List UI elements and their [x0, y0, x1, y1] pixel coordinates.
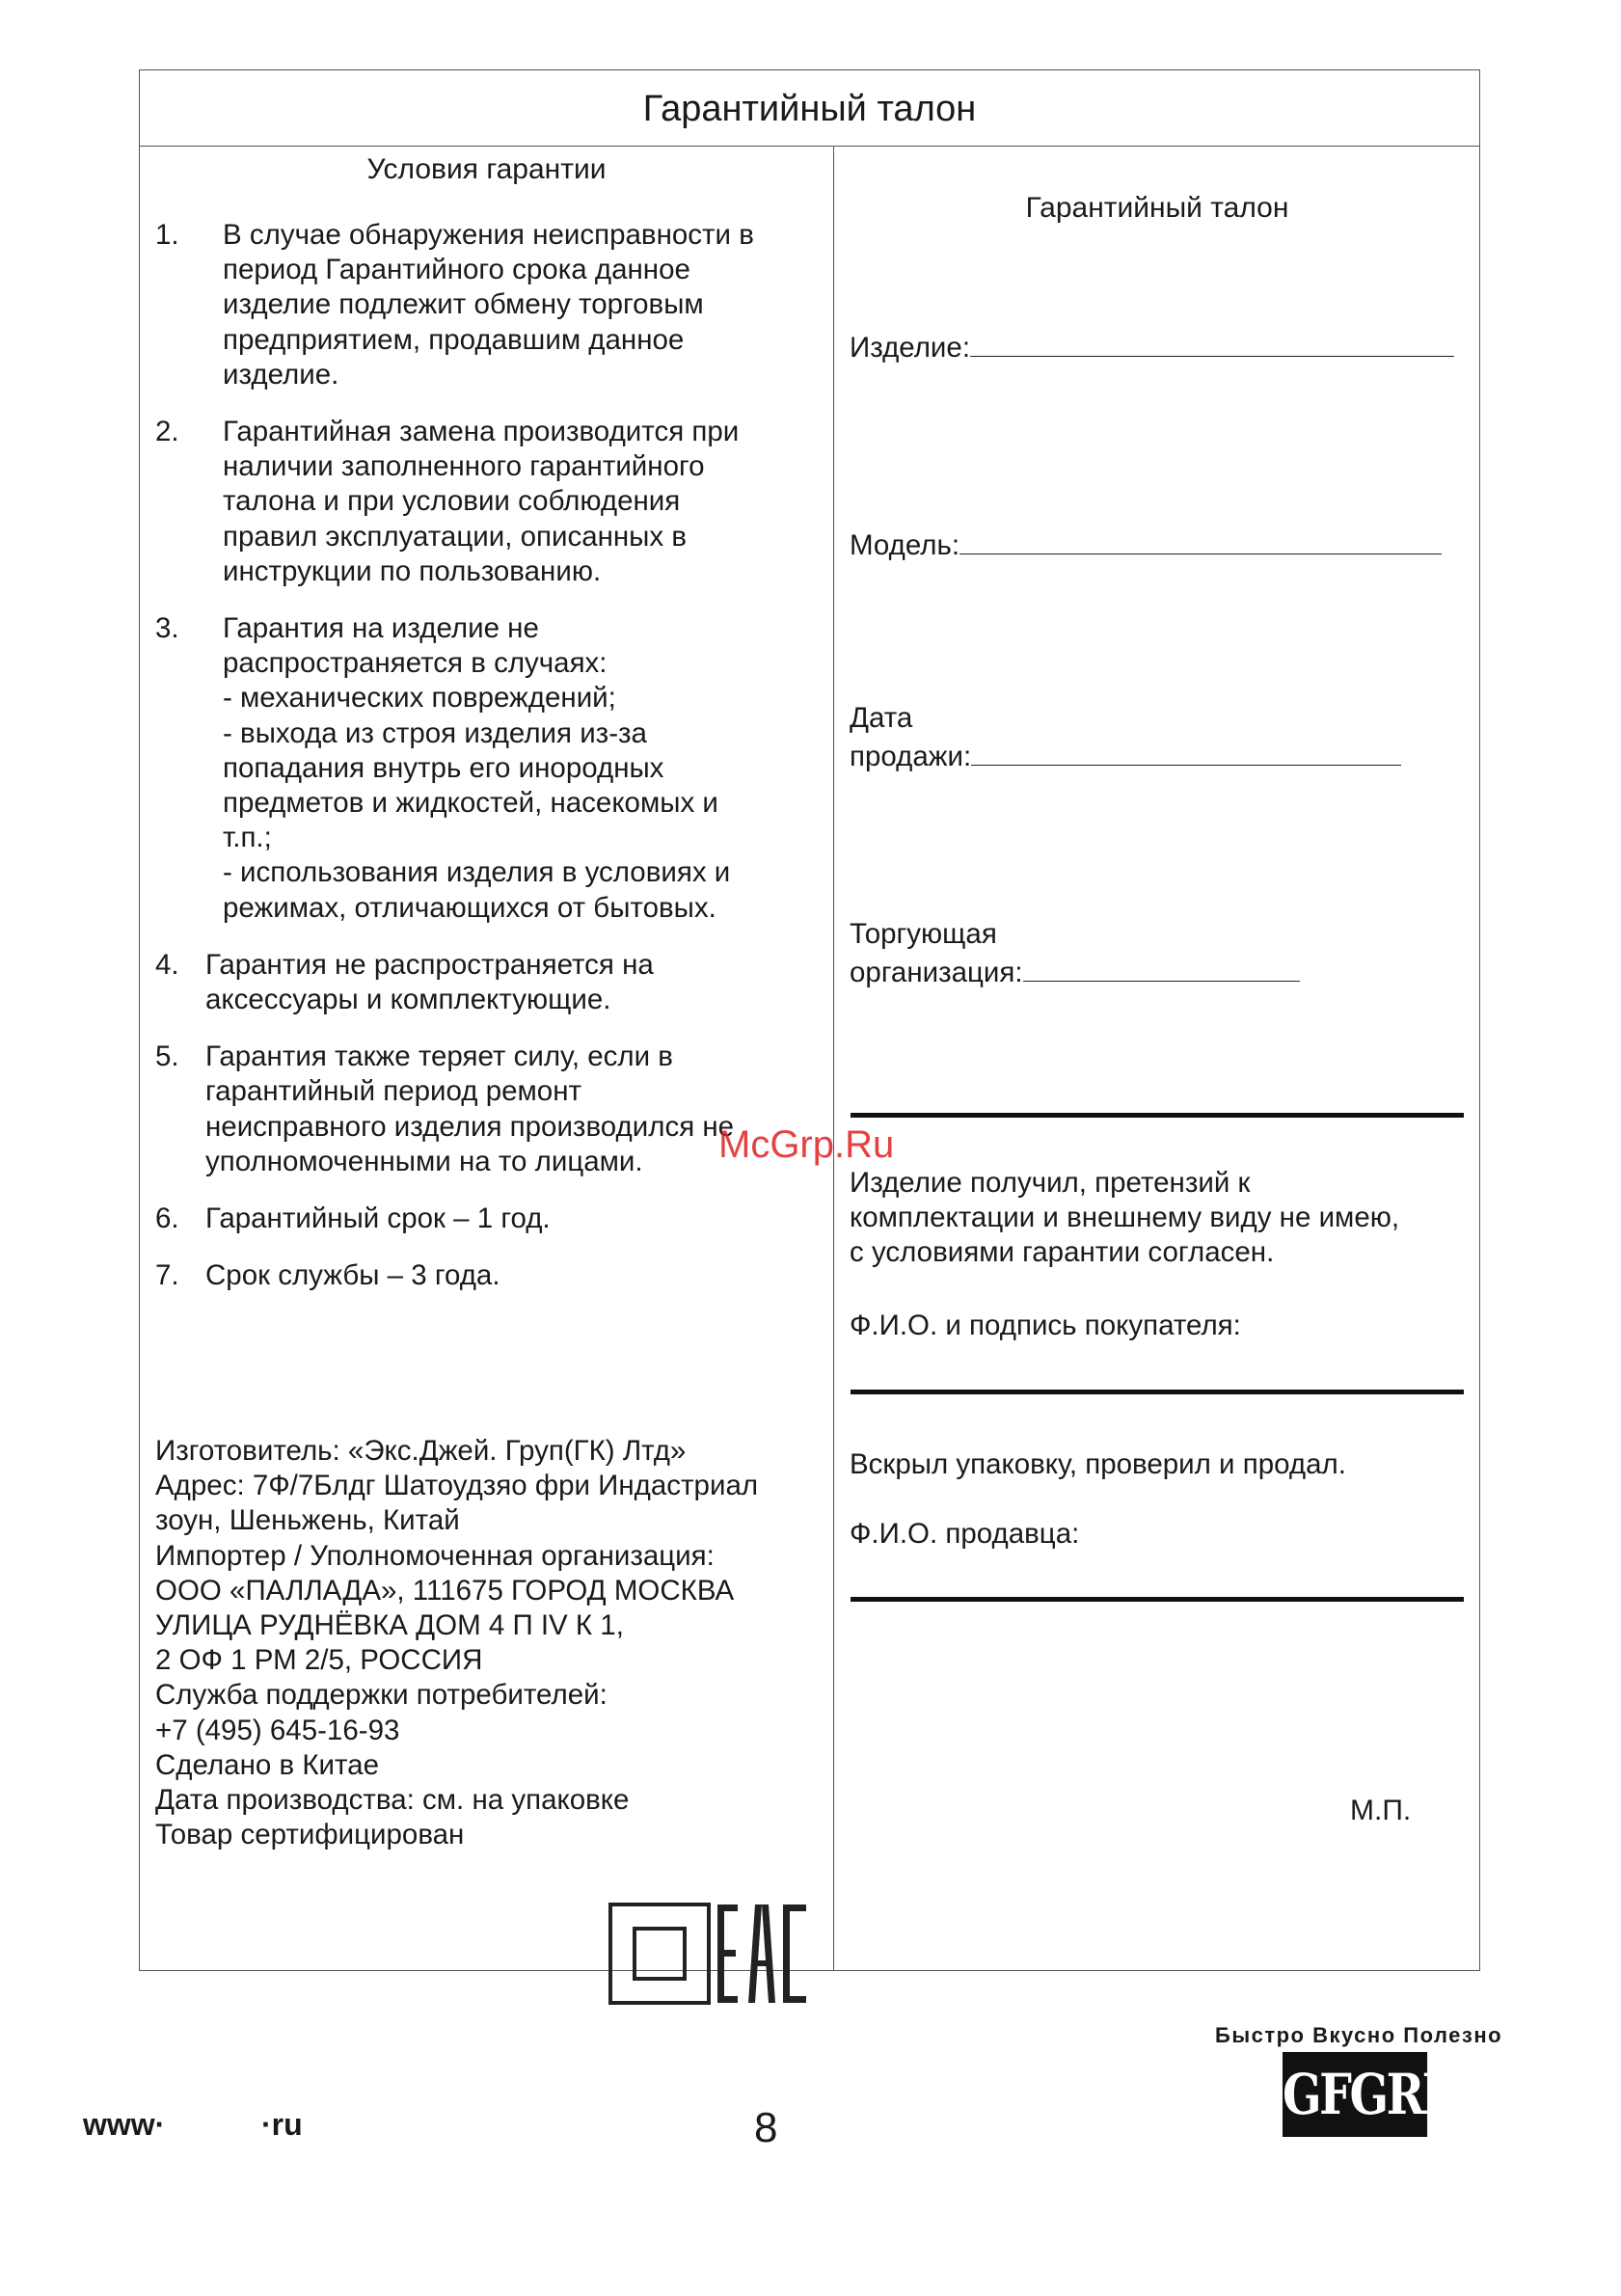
signature-line	[851, 1113, 1464, 1118]
seller-org-label-2: организация:	[850, 957, 1023, 989]
page-number: 8	[754, 2104, 778, 2151]
condition-text: Гарантия не распространяется на аксессуары и комплектующие.	[205, 948, 654, 1016]
sale-date-label-1: Дата	[850, 702, 913, 734]
condition-item	[155, 1258, 821, 1293]
coupon-column	[835, 146, 1479, 1970]
condition-text: Гарантия также теряет силу, если в гарантийный период ремонт неисправного изделия производился не уполномоченными на то лицами.	[205, 1040, 735, 1177]
model-fill-line[interactable]	[959, 525, 1442, 554]
model-field[interactable]	[850, 525, 1442, 563]
condition-item	[155, 948, 821, 1017]
warranty-frame	[139, 69, 1480, 1971]
seller-org-label-1: Торгующая	[850, 918, 997, 950]
condition-number: 7.	[155, 1259, 179, 1292]
seller-org-fill-line[interactable]	[1023, 952, 1300, 982]
column-divider	[833, 146, 834, 1970]
received-statement: Изделие получил, претензий к комплектации и внешнему виду не имею, с условиями гарантии согласен.	[850, 1167, 1400, 1269]
buyer-signature-line[interactable]	[851, 1390, 1464, 1394]
condition-text: Гарантийный срок – 1 год.	[205, 1202, 551, 1235]
seller-statement: Вскрыл упаковку, проверил и продал.	[850, 1448, 1346, 1480]
conditions-title: Условия гарантии	[366, 153, 607, 185]
condition-number: 4.	[155, 948, 179, 981]
condition-text: В случае обнаружения неисправности в период Гарантийного срока данное изделие подлежит обмену торговым предприятием, продавшим данное изделие.	[223, 219, 754, 391]
condition-number: 5.	[155, 1040, 179, 1073]
eac-mark	[608, 1903, 811, 2010]
condition-text: Гарантия на изделие не распространяется в случаях: - механических повреждений; - выхода из строя изделия из-за попадания внутрь его инородных предметов и жидкостей, насекомых и т.п.; - использования изделия в условиях и режимах, отличающихся от бытовых.	[223, 612, 731, 924]
conditions-column	[140, 146, 833, 1970]
coupon-title: Гарантийный талон	[1025, 192, 1289, 224]
condition-item	[155, 1202, 821, 1236]
eac-mark-icon	[608, 1903, 811, 2005]
product-fill-line[interactable]	[970, 327, 1454, 357]
condition-number: 6.	[155, 1202, 179, 1235]
page-title: Гарантийный талон	[140, 70, 1479, 147]
condition-text: Срок службы – 3 года.	[205, 1259, 500, 1292]
condition-item	[155, 415, 821, 589]
brand-tagline: Быстро Вкусно Полезно	[1215, 2023, 1503, 2047]
seller-org-field[interactable]	[850, 917, 1300, 990]
condition-text: Гарантийная замена производится при наличии заполненного гарантийного талона и при условии соблюдения правил эксплуатации, описанных в инструкции по пользованию.	[223, 416, 740, 587]
footer-ru: ·ru	[261, 2107, 303, 2142]
product-field[interactable]	[850, 327, 1454, 365]
manufacturer-info: Изготовитель: «Экс.Джей. Груп(ГК) Лтд» Адрес: 7Ф/7Блдг Шатоудзяо фри Индастриал зоун, Шеньжень, Китай Импортер / Уполномоченная организация: ООО «ПАЛЛАДА», 111675 ГОРОД МОСКВА УЛИЦА РУДНЁВКА ДОМ 4 П IV К 1, 2 ОФ 1 РМ 2/5, РОССИЯ Служба поддержки потребителей: +7 (495) 645-16-93 Сделано в Китае Дата производства: см. на упаковке Товар сертифицирован	[155, 1435, 759, 1851]
condition-number: 1.	[155, 219, 179, 251]
buyer-signature-label: Ф.И.О. и подпись покупателя:	[850, 1310, 1241, 1341]
watermark: McGrp.Ru	[718, 1123, 895, 1166]
condition-item	[155, 611, 821, 926]
model-label: Модель:	[850, 529, 960, 561]
brand-logo: GFGRIL	[1283, 2052, 1427, 2137]
seller-signature-line[interactable]	[851, 1597, 1464, 1602]
condition-number: 2.	[155, 416, 179, 448]
sale-date-label-2: продажи:	[850, 741, 972, 773]
condition-number: 3.	[155, 612, 179, 645]
footer-www: www·	[83, 2107, 166, 2142]
sale-date-field[interactable]	[850, 701, 1401, 774]
seller-name-label: Ф.И.О. продавца:	[850, 1518, 1080, 1550]
condition-item	[155, 218, 821, 392]
stamp-placeholder: М.П.	[1350, 1795, 1412, 1826]
sale-date-fill-line[interactable]	[971, 736, 1401, 766]
product-label: Изделие:	[850, 332, 971, 364]
